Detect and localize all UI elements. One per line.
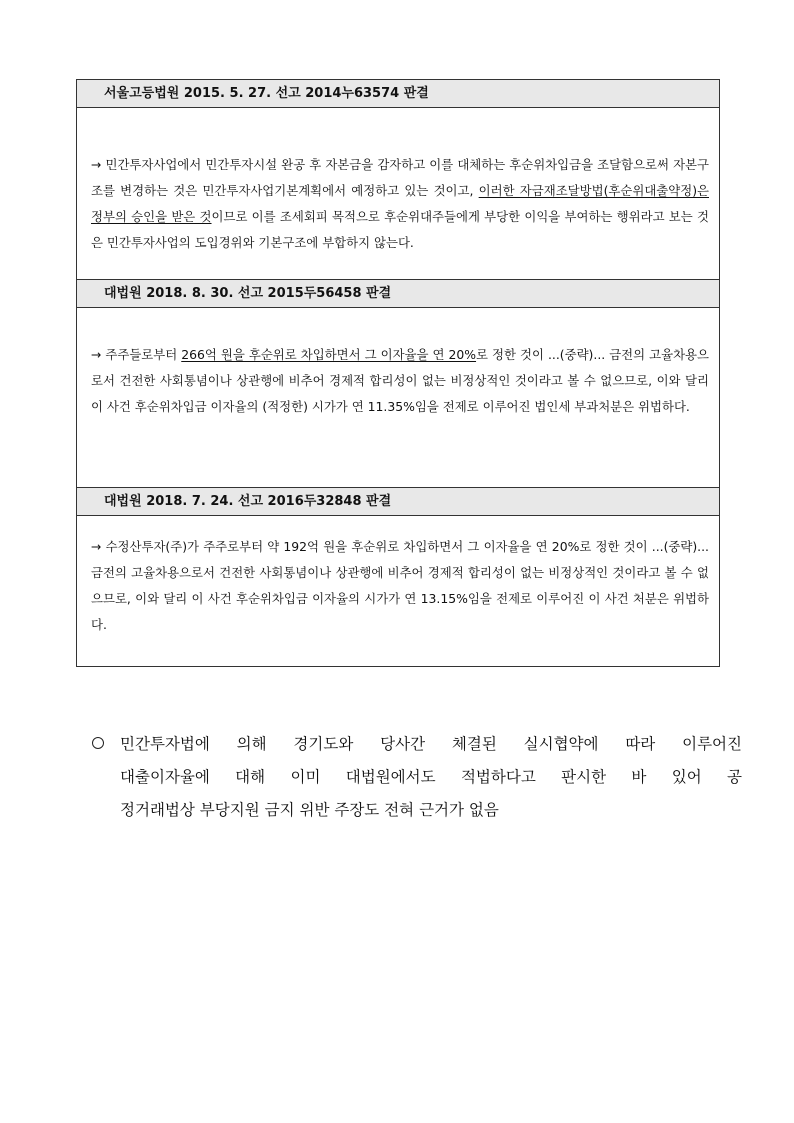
case-2-body bbox=[77, 308, 719, 488]
case-3-body bbox=[77, 516, 719, 666]
summary-bullet-text bbox=[120, 728, 742, 827]
summary-line-1: 민간투자법에 의해 경기도와 당사간 체결된 실시협약에 따라 이루어진 bbox=[120, 735, 742, 753]
case-2-header: 대법원 2018. 8. 30. 선고 2015두56458 판결 bbox=[77, 280, 719, 308]
summary-line-3: 정거래법상 부당지원 금지 위반 주장도 전혀 근거가 없음 bbox=[120, 801, 499, 819]
case-1-text-pre: → 민간투자사업에서 민간투자시설 완공 후 자본금을 감자하고 이를 대체하는 후순위차입금을 조달함으로써 자본구조를 변경하는 것은 민간투자사업기본계획에서 예정하고 있는 것이고, bbox=[91, 157, 709, 198]
case-1-header: 서울고등법원 2015. 5. 27. 선고 2014누63574 판결 bbox=[77, 80, 719, 108]
case-1-text-underline: 이러한 자금재조달방법(후순위대출약정)은 정부의 승인을 받은 것 bbox=[91, 183, 709, 224]
case-2-text-pre: → 주주들로부터 bbox=[91, 347, 182, 362]
case-1-body bbox=[77, 108, 719, 280]
summary-bullet bbox=[92, 728, 742, 827]
circle-bullet-icon bbox=[92, 737, 104, 749]
case-3-text-pre: → 수정산투자(주)가 주주로부터 약 192억 원을 후순위로 차입하면서 그 이자율을 연 20%로 정한 것이 ...(중략)... 금전의 고율차용으로서 건전한 사회통념이나 상관행에 비추어 경제적 합리성이 없는 비정상적인 것이라고 볼 수 없으므로, 이와 달리 이 사건 후순위차입금 이자율의 시가가 연 13.15%임을 전제로 이루어진 이 사건 처분은 위법하다. bbox=[91, 539, 709, 632]
case-2-text-underline: 266억 원을 후순위로 차입하면서 그 이자율을 연 20% bbox=[181, 347, 477, 362]
summary-line-2: 대출이자율에 대해 이미 대법원에서도 적법하다고 판시한 바 있어 공 bbox=[120, 768, 742, 786]
case-3-header: 대법원 2018. 7. 24. 선고 2016두32848 판결 bbox=[77, 488, 719, 516]
case-table bbox=[76, 79, 720, 667]
case-2-text-post: 로 정한 것이 ...(중략)... 금전의 고율차용으로서 건전한 사회통념이나 상관행에 비추어 경제적 합리성이 없는 비정상적인 것이라고 볼 수 없으므로, 이와 달리 이 사건 후순위차입금 이자율의 (적정한) 시가가 연 11.35%임을 전제로 이루어진 법인세 부과처분은 위법하다. bbox=[91, 347, 709, 414]
case-1-text-post: 이므로 이를 조세회피 목적으로 후순위대주들에게 부당한 이익을 부여하는 행위라고 보는 것은 민간투자사업의 도입경위와 기본구조에 부합하지 않는다. bbox=[91, 209, 709, 250]
